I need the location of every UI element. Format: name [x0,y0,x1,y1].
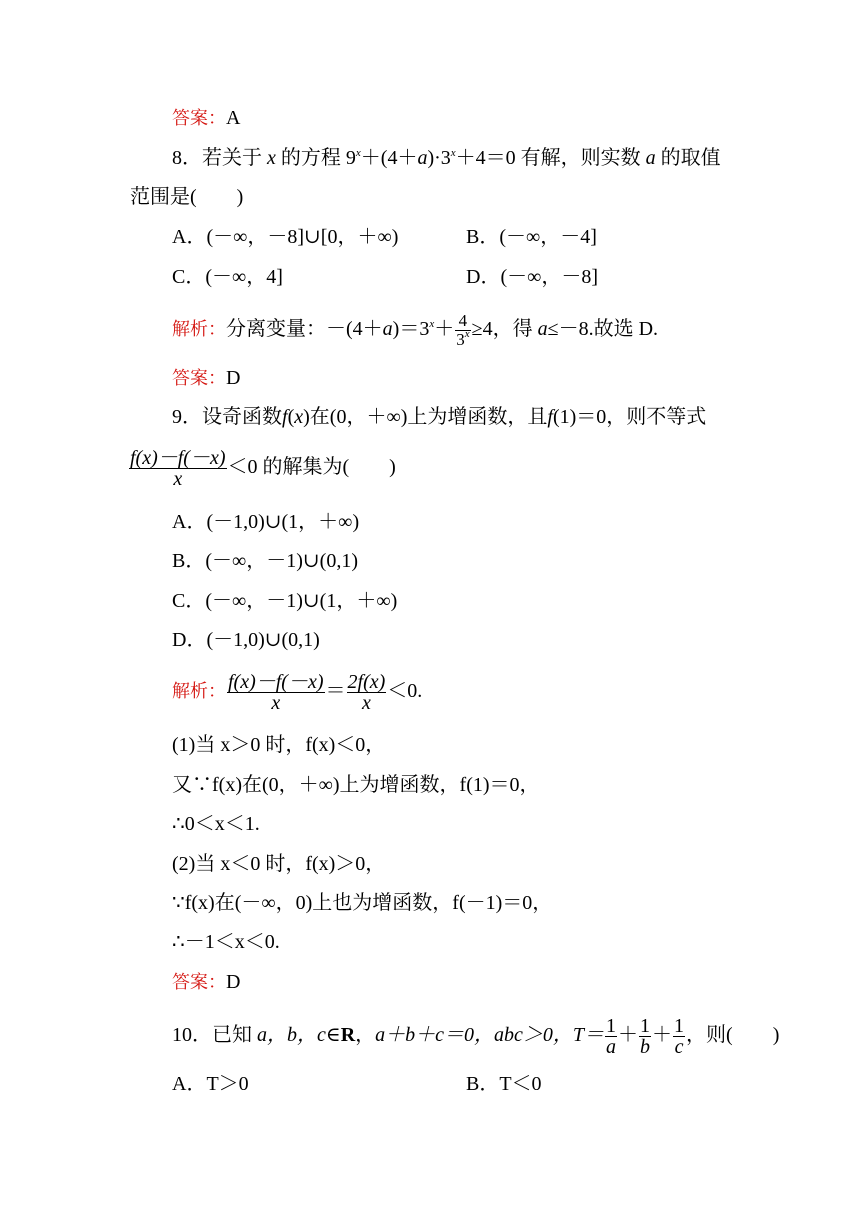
q10-condition: a＋b＋c＝0，abc＞0，T＝ [375,1024,605,1047]
q8-stem-text: 8．若关于 [172,147,262,169]
answer-line-q9 [172,970,240,995]
frac-den-base: 3 [456,330,465,349]
q8-var-a: a [382,318,393,341]
q8-var-x: x [267,147,276,169]
frac-denominator: x [361,692,371,714]
q9-stem-text: 9．设奇函数 [172,406,282,428]
answer-value: D [226,971,241,993]
q8-option-a: A．(－∞，－8]∪[0，＋∞) [172,226,399,248]
answer-value: A [226,107,241,129]
analysis-label: 解析： [172,681,226,703]
frac-numerator: f(x)－f(－x) [130,447,226,469]
q9-solution-step-4: (2)当 x＜0 时，f(x)＞0， [172,853,386,875]
frac-denominator [455,328,470,349]
q9-stem-text: ( [287,406,295,428]
q10-stem [172,1016,779,1057]
q10-stem-text: ， [355,1024,376,1047]
q9-solution-step-3: ∴0＜x＜1. [172,813,260,835]
q9-option-a: A．(－1,0)∪(1，＋∞) [172,511,360,533]
q9-solution-head [172,672,422,713]
answer-label: 答案： [172,108,226,129]
q8-sol-fraction [455,312,470,349]
q9-option-c: C．(－∞，－1)∪(1，＋∞) [172,590,398,612]
q8-stem-text: ＋4＝0 有解，则实数 [455,147,641,169]
q8-stem-text: )·3 [427,147,451,169]
answer-line-q8 [172,366,240,391]
q10-frac-b [639,1016,651,1057]
q9-option-b: B．(－∞，－1)∪(0,1) [172,550,358,572]
frac-numerator: 1 [640,1015,651,1037]
q10-in-symbol: ∈ [325,1024,341,1047]
q9-solution-step-6: ∴－1＜x＜0. [172,931,280,953]
frac-numerator: 1 [674,1015,685,1037]
q8-exp: x [450,147,456,159]
frac-denominator: a [606,1036,617,1058]
q8-stem-text: 的方程 9 [280,147,356,169]
q8-option-d: D．(－∞，－8] [466,266,599,288]
q9-stem [172,405,706,429]
q8-sol-text: 分离变量：－(4＋ [226,318,383,341]
q9-fraction [129,448,227,489]
q10-option-a: A．T＞0 [172,1073,249,1095]
q8-var-a: a [417,147,428,169]
answer-line-q7 [172,106,240,131]
q8-option-c: C．(－∞，4] [172,266,283,288]
q8-stem-text: ＋(4＋ [360,147,418,169]
q10-plus: ＋ [618,1024,639,1047]
q10-vars: a，b，c [257,1024,326,1047]
q8-sol-text: )＝3 [392,318,430,341]
q8-exp: x [355,147,361,159]
q10-frac-c [673,1016,685,1057]
q10-plus: ＋ [652,1024,673,1047]
q9-solution-step-5: ∵f(x)在(－∞，0)上也为增函数，f(－1)＝0， [172,892,553,914]
q10-frac-a [605,1016,617,1057]
answer-value: D [226,367,241,389]
q9-stem-text: )在(0，＋∞)上为增函数，且 [303,406,548,428]
answer-label: 答案： [172,972,226,993]
q8-var-a: a [645,147,656,169]
q9-var-f: f [547,406,553,428]
answer-label: 答案： [172,368,226,389]
q9-stem-text: (1)＝0，则不等式 [552,406,707,428]
q8-stem-text: 的取值 [660,147,721,169]
q9-sol-text: ＜0. [387,680,423,703]
q9-solution-step-1: (1)当 x＞0 时，f(x)＜0， [172,734,386,756]
q8-sol-text: ＋ [434,318,455,341]
q10-option-b: B．T＜0 [466,1073,542,1095]
frac-numerator: f(x)－f(－x) [228,671,324,693]
q10-real-set: R [340,1024,356,1047]
q9-sol-fraction-1 [227,672,325,713]
q9-option-d: D．(－1,0)∪(0,1) [172,629,320,651]
frac-numerator: 1 [606,1015,617,1037]
q9-var-f: f [282,406,288,428]
q8-option-b: B．(－∞，－4] [466,226,597,248]
frac-denominator: x [271,692,281,714]
q9-stem-line2 [128,448,396,489]
frac-numerator: 4 [455,312,470,331]
frac-numerator: 2f(x) [347,671,386,693]
analysis-label: 解析： [172,319,226,341]
q8-exp: x [464,328,470,340]
q9-sol-fraction-2 [347,672,387,713]
q8-stem [172,146,721,170]
q10-stem-text: 10．已知 [172,1024,252,1047]
q8-solution [172,312,658,349]
q9-solution-step-2: 又∵f(x)在(0，＋∞)上为增函数，f(1)＝0， [172,774,540,796]
frac-denominator: x [173,468,183,490]
q8-sol-text: ≥4，得 [471,318,533,341]
q8-var-a: a [537,318,548,341]
q8-sol-text: ≤－8.故选 D. [547,318,659,341]
q9-sol-text: ＝ [325,680,346,703]
q8-stem-line2: 范围是( ) [130,186,244,208]
q9-stem-text: ＜0 的解集为( ) [227,456,396,479]
q9-var-x: x [294,406,304,428]
q8-exp: x [429,318,435,331]
q10-stem-text: ，则( ) [686,1024,780,1047]
frac-denominator: c [674,1036,684,1058]
frac-denominator: b [640,1036,651,1058]
